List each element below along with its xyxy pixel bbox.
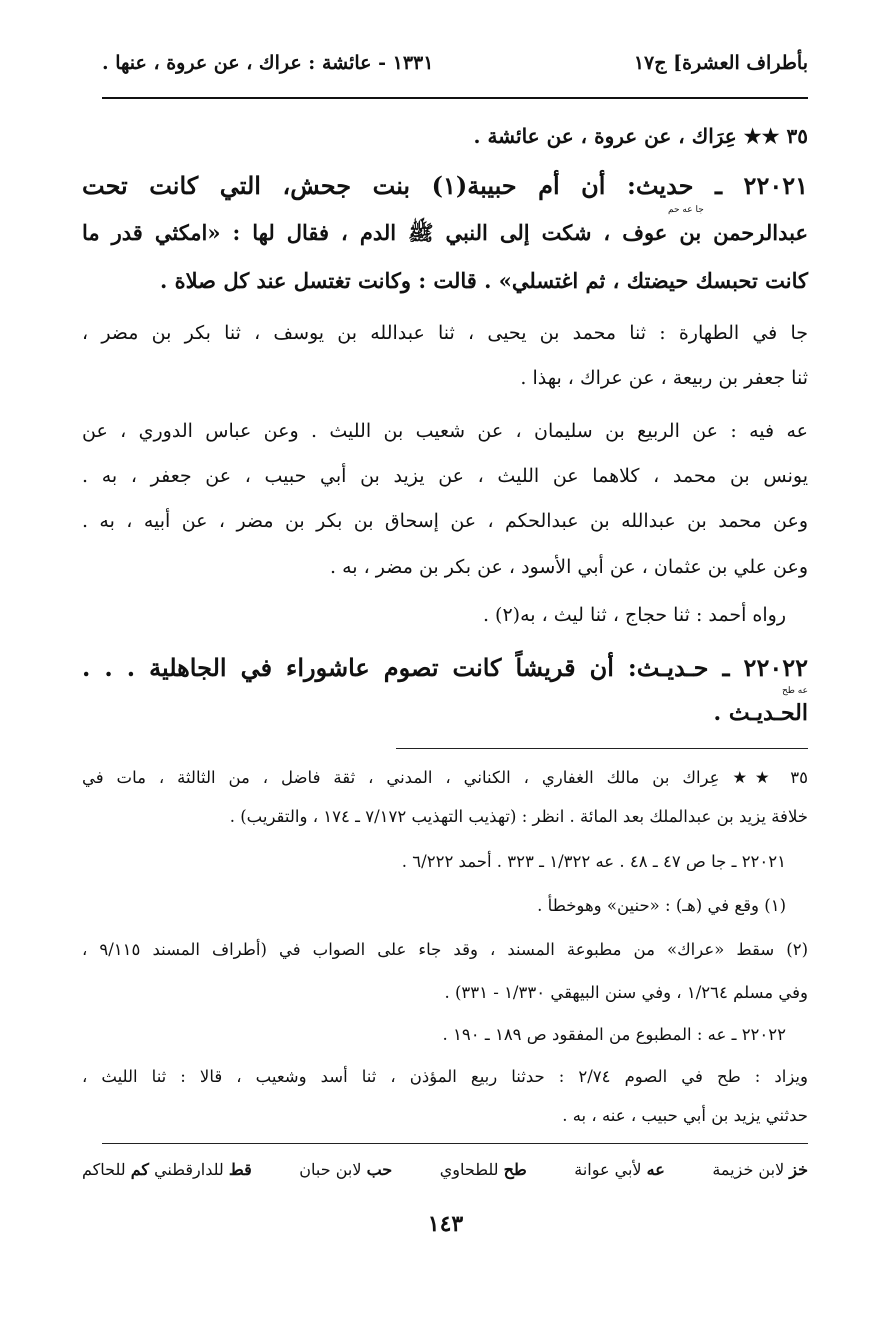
source-marker-22021: جا عه حم [668, 205, 704, 215]
hadith-22022-line-2: الحـديـث . [713, 700, 808, 726]
running-header [102, 52, 808, 86]
hadith-22021-line-3: كانت تحبسك حيضتك ، ثم اغتسلي» . قالت : وكانت تغتسل عند كل صلاة . [160, 268, 808, 293]
abbreviation-item: قط للدارقطني كم للحاكم [82, 1160, 252, 1179]
footnote-line: ٣٥ ★★ عِراك بن مالك الغفاري ، الكناني ، المدني ، ثقة فاضل ، من الثالثة ، مات في [82, 768, 808, 787]
header-entry-title: ١٣٣١ - عائشة : عراك ، عن عروة ، عنها . [102, 52, 434, 74]
footnote-line: حدثني يزيد بن أبي حبيب ، عنه ، به . [562, 1106, 808, 1125]
footnote-line: خلافة يزيد بن عبدالملك بعد المائة . انظر : (تهذيب التهذيب ٧/١٧٢ ـ ١٧٤ ، والتقريب) . [229, 807, 808, 826]
footnote-line: (١) وقع في (هـ) : «حنين» وهوخطأ . [537, 896, 786, 915]
hadith-22022-line-1: ٢٢٠٢٢ ـ حـديـث: أن قريشاً كانت تصوم عاشوراء في الجاهلية . . . [82, 653, 808, 682]
footnote-rule [396, 748, 808, 749]
footnote-line: (٢) سقط «عراك» من مطبوعة المسند ، وقد جاء على الصواب في (أطراف المسند ٩/١١٥ ، [82, 940, 808, 959]
ja-paragraph-line-1: جا في الطهارة : ثنا محمد بن يحيى ، ثنا عبدالله بن يوسف ، ثنا بكر بن مضر ، [82, 322, 808, 344]
abbreviation-item: طح للطحاوي [439, 1160, 527, 1179]
ahmad-line: رواه أحمد : ثنا حجاج ، ثنا ليث ، به(٢) . [482, 604, 786, 626]
source-marker-22022: عه طح [781, 686, 808, 696]
hadith-22021-line-2: عبدالرحمن بن عوف ، شكت إلى النبي ﷺ الدم ، فقال لها : «امكثي قدر ما [82, 220, 808, 245]
ah-paragraph-line-3: وعن محمد بن عبدالله بن عبدالحكم ، عن إسحاق بن بكر بن مضر ، عن أبيه ، به . [82, 510, 808, 532]
ah-paragraph-line-2: يونس بن محمد ، كلاهما عن الليث ، عن يزيد بن أبي حبيب ، عن جعفر ، به . [82, 465, 808, 487]
ah-paragraph-line-4: وعن علي بن عثمان ، عن أبي الأسود ، عن بكر بن مضر ، به . [330, 556, 808, 578]
hadith-22021-line-1: ٢٢٠٢١ ـ حديث: أن أم حبيبة(١) بنت جحش، التي كانت تحت [82, 171, 808, 200]
abbreviation-item: عه لأبي عوانة [574, 1160, 665, 1179]
footnote-line: ويزاد : طح في الصوم ٢/٧٤ : حدثنا ربيع المؤذن ، ثنا أسد وشعيب ، قالا : ثنا الليث ، [82, 1067, 808, 1086]
abbreviations-key [82, 1160, 808, 1179]
footnote-line: وفي مسلم ١/٢٦٤ ، وفي سنن البيهقي ١/٣٣٠ - ٣٣١) . [444, 983, 808, 1002]
header-book-title: بأطراف العشرة] ج١٧ [633, 52, 808, 74]
abbreviations-rule [102, 1143, 808, 1144]
chain-heading: ٣٥ ★★ عِرَاك ، عن عروة ، عن عائشة . [473, 124, 808, 148]
page-number: ١٤٣ [427, 1211, 464, 1237]
ja-paragraph-line-2: ثنا جعفر بن ربيعة ، عن عراك ، بهذا . [520, 367, 808, 389]
abbreviation-item: حب لابن حبان [299, 1160, 393, 1179]
header-rule [102, 97, 808, 99]
abbreviation-item: خز لابن خزيمة [712, 1160, 808, 1179]
footnote-line: ٢٢٠٢٢ ـ عه : المطبوع من المفقود ص ١٨٩ ـ ١٩٠ . [442, 1025, 786, 1044]
ah-paragraph-line-1: عه فيه : عن الربيع بن سليمان ، عن شعيب بن الليث . وعن عباس الدوري ، عن [82, 420, 808, 442]
footnote-line: ٢٢٠٢١ ـ جا ص ٤٧ ـ ٤٨ . عه ١/٣٢٢ ـ ٣٢٣ . أحمد ٦/٢٢٢ . [401, 852, 786, 871]
